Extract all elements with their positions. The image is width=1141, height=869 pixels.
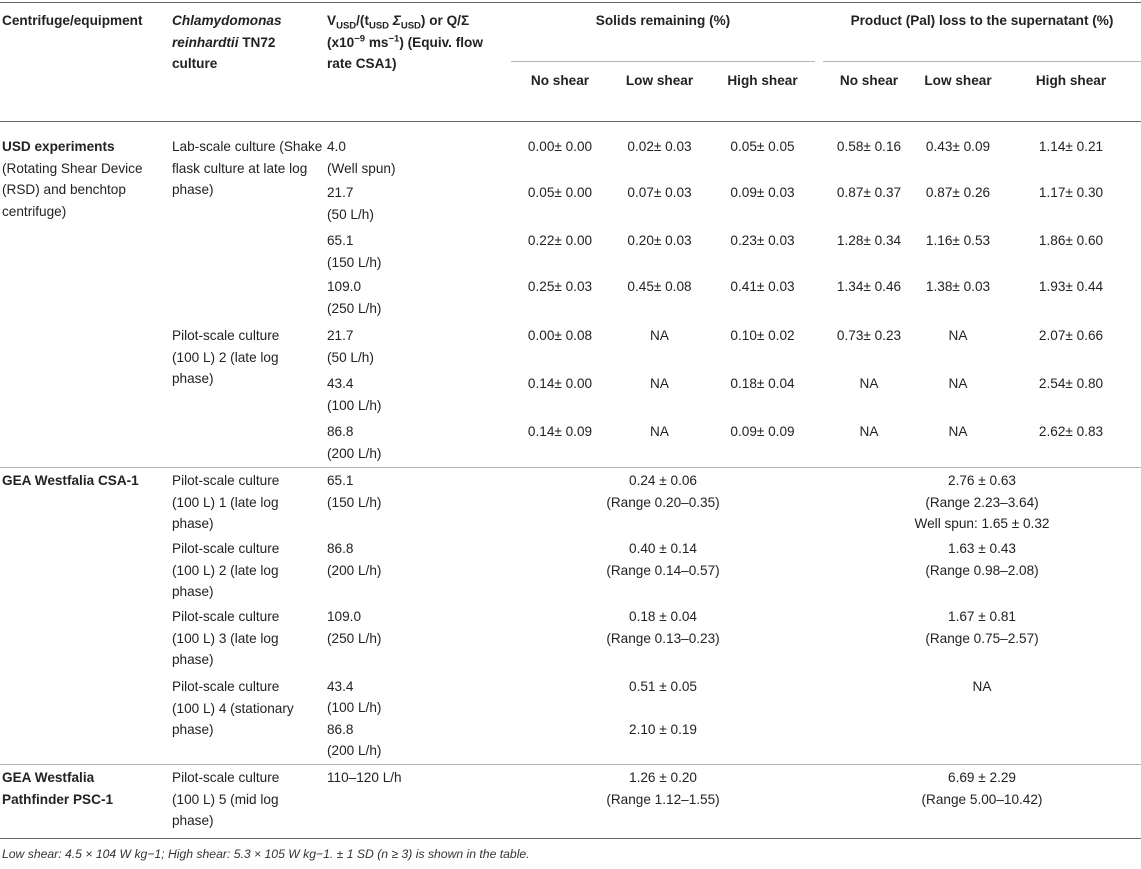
product-no-shear: 1.34± 0.46 xyxy=(836,279,902,294)
section-rule-pathfinder xyxy=(0,764,1141,765)
flow-value: 65.1 xyxy=(327,473,354,488)
flow-equiv: (100 L/h) xyxy=(327,700,382,715)
product-low-shear: NA xyxy=(948,424,968,439)
flow-equiv: (250 L/h) xyxy=(327,301,382,316)
product-no-shear: NA xyxy=(859,424,879,439)
product-high-shear: 2.62± 0.83 xyxy=(1038,424,1104,439)
header-product-group: Product (Pal) loss to the supernatant (%) xyxy=(850,13,1114,28)
product-high-shear: 2.54± 0.80 xyxy=(1038,376,1104,391)
flow-equiv: (200 L/h) xyxy=(327,563,382,578)
section-gea-pathfinder: GEA Westfalia Pathfinder PSC-1 xyxy=(2,770,114,807)
culture-pilot-1: Pilot-scale culture (100 L) 1 (late log phase) xyxy=(172,473,280,531)
flow-value: 86.8 xyxy=(327,541,354,556)
product-group-rule xyxy=(823,61,1141,62)
product-range: (Range 5.00–10.42) xyxy=(921,792,1043,807)
product-high-shear: 1.14± 0.21 xyxy=(1038,139,1104,154)
solids-mean: 1.26 ± 0.20 xyxy=(629,770,697,785)
product-high-shear: 1.17± 0.30 xyxy=(1038,185,1104,200)
solids-mean: 2.10 ± 0.19 xyxy=(629,722,697,737)
subheader-product-low-shear: Low shear xyxy=(924,73,992,88)
flow-value: 65.1 xyxy=(327,233,354,248)
product-mean: 1.67 ± 0.81 xyxy=(948,609,1016,624)
section-gea-csa1: GEA Westfalia CSA-1 xyxy=(2,473,139,488)
product-low-shear: 0.43± 0.09 xyxy=(925,139,991,154)
solids-no-shear: 0.05± 0.00 xyxy=(527,185,593,200)
product-range: (Range 0.98–2.08) xyxy=(925,563,1039,578)
solids-low-shear: 0.20± 0.03 xyxy=(627,233,692,248)
solids-high-shear: 0.18± 0.04 xyxy=(730,376,795,391)
product-low-shear: NA xyxy=(948,376,968,391)
solids-high-shear: 0.09± 0.03 xyxy=(730,185,795,200)
culture-pilot-2-gea: Pilot-scale culture (100 L) 2 (late log phase) xyxy=(172,541,280,599)
flow-value: 109.0 xyxy=(327,279,362,294)
solids-range: (Range 0.13–0.23) xyxy=(606,631,720,646)
header-flow-rate: $V_{USD}/(t_{USD}$ $\Sigma_{USD}$) or Q/Σ ($x10^{-9}$ $ms^{-1}$) (Equiv. flow rate CSA1) xyxy=(327,13,483,71)
product-no-shear: 0.58± 0.16 xyxy=(836,139,902,154)
subheader-product-high-shear: High shear xyxy=(1035,73,1107,88)
solids-no-shear: 0.00± 0.00 xyxy=(527,139,593,154)
flow-value: 109.0 xyxy=(327,609,362,624)
product-mean: 1.63 ± 0.43 xyxy=(948,541,1016,556)
solids-range: (Range 0.14–0.57) xyxy=(606,563,720,578)
flow-value: 4.0 xyxy=(327,139,346,154)
solids-no-shear: 0.14± 0.09 xyxy=(527,424,593,439)
solids-high-shear: 0.05± 0.05 xyxy=(730,139,795,154)
product-high-shear: 2.07± 0.66 xyxy=(1038,328,1104,343)
flow-value: 43.4 xyxy=(327,679,354,694)
solids-no-shear: 0.00± 0.08 xyxy=(527,328,593,343)
product-low-shear: 1.38± 0.03 xyxy=(925,279,991,294)
flow-equiv: (50 L/h) xyxy=(327,350,374,365)
product-no-shear: NA xyxy=(859,376,879,391)
solids-low-shear: 0.07± 0.03 xyxy=(627,185,692,200)
product-no-shear: 1.28± 0.34 xyxy=(836,233,902,248)
solids-group-rule xyxy=(511,61,815,62)
flow-equiv: (200 L/h) xyxy=(327,743,382,758)
flow-value: 86.8 xyxy=(327,424,354,439)
solids-high-shear: 0.23± 0.03 xyxy=(730,233,795,248)
solids-high-shear: 0.09± 0.09 xyxy=(730,424,795,439)
solids-no-shear: 0.25± 0.03 xyxy=(527,279,593,294)
solids-mean: 0.51 ± 0.05 xyxy=(629,679,697,694)
section-usd: USD experiments (Rotating Shear Device (RSD) and benchtop centrifuge) xyxy=(2,139,143,219)
subheader-product-no-shear: No shear xyxy=(839,73,899,88)
product-range: (Range 2.23–3.64) xyxy=(925,495,1039,510)
culture-pilot-5: Pilot-scale culture (100 L) 5 (mid log phase) xyxy=(172,770,280,828)
solids-range: (Range 0.20–0.35) xyxy=(606,495,720,510)
solids-low-shear: NA xyxy=(650,424,669,439)
solids-mean: 0.40 ± 0.14 xyxy=(629,541,697,556)
product-well-spun: Well spun: 1.65 ± 0.32 xyxy=(914,516,1050,531)
header-solids-group: Solids remaining (%) xyxy=(595,13,731,28)
table-footnote: Low shear: 4.5 × 104 W kg−1; High shear: 5.3 × 105 W kg−1. ± 1 SD (n ≥ 3) is shown in the table. xyxy=(2,847,530,861)
culture-pilot-3: Pilot-scale culture (100 L) 3 (late log phase) xyxy=(172,609,280,667)
header-rule xyxy=(0,121,1141,122)
product-high-shear: 1.86± 0.60 xyxy=(1038,233,1104,248)
product-mean: NA xyxy=(972,679,992,694)
flow-value: 21.7 xyxy=(327,185,354,200)
bottom-rule xyxy=(0,838,1141,839)
flow-equiv: (50 L/h) xyxy=(327,207,374,222)
product-no-shear: 0.87± 0.37 xyxy=(836,185,902,200)
solids-range: (Range 1.12–1.55) xyxy=(606,792,720,807)
flow-equiv: (Well spun) xyxy=(327,161,396,176)
product-low-shear: 0.87± 0.26 xyxy=(925,185,991,200)
flow-equiv: (100 L/h) xyxy=(327,398,382,413)
product-range: (Range 0.75–2.57) xyxy=(925,631,1039,646)
solids-mean: 0.24 ± 0.06 xyxy=(629,473,697,488)
flow-equiv: (150 L/h) xyxy=(327,495,382,510)
solids-mean: 0.18 ± 0.04 xyxy=(629,609,697,624)
product-low-shear: 1.16± 0.53 xyxy=(925,233,991,248)
product-mean: 2.76 ± 0.63 xyxy=(948,473,1016,488)
solids-low-shear: 0.02± 0.03 xyxy=(627,139,692,154)
solids-high-shear: 0.41± 0.03 xyxy=(730,279,795,294)
flow-value: 110–120 L/h xyxy=(327,770,402,785)
product-mean: 6.69 ± 2.29 xyxy=(948,770,1016,785)
subheader-solids-low-shear: Low shear xyxy=(625,73,694,88)
subheader-solids-high-shear: High shear xyxy=(727,73,798,88)
product-no-shear: 0.73± 0.23 xyxy=(836,328,902,343)
header-culture: Chlamydomonas reinhardtii TN72 culture xyxy=(172,13,282,71)
product-high-shear: 1.93± 0.44 xyxy=(1038,279,1104,294)
flow-equiv: (250 L/h) xyxy=(327,631,382,646)
flow-value: 86.8 xyxy=(327,722,354,737)
top-rule xyxy=(0,2,1141,3)
flow-value: 21.7 xyxy=(327,328,354,343)
header-centrifuge: Centrifuge/equipment xyxy=(2,13,143,28)
culture-pilot-4: Pilot-scale culture (100 L) 4 (stationary phase) xyxy=(172,679,294,737)
section-rule-gea xyxy=(0,467,1141,468)
solids-low-shear: NA xyxy=(650,328,669,343)
flow-equiv: (200 L/h) xyxy=(327,446,382,461)
flow-value: 43.4 xyxy=(327,376,354,391)
culture-lab-scale: Lab-scale culture (Shake flask culture at late log phase) xyxy=(172,139,323,197)
solids-no-shear: 0.14± 0.00 xyxy=(527,376,593,391)
flow-equiv: (150 L/h) xyxy=(327,255,382,270)
solids-low-shear: NA xyxy=(650,376,669,391)
solids-no-shear: 0.22± 0.00 xyxy=(527,233,593,248)
solids-low-shear: 0.45± 0.08 xyxy=(627,279,692,294)
product-low-shear: NA xyxy=(948,328,968,343)
solids-high-shear: 0.10± 0.02 xyxy=(730,328,795,343)
culture-pilot-2-usd: Pilot-scale culture (100 L) 2 (late log phase) xyxy=(172,328,280,386)
subheader-solids-no-shear: No shear xyxy=(530,73,590,88)
